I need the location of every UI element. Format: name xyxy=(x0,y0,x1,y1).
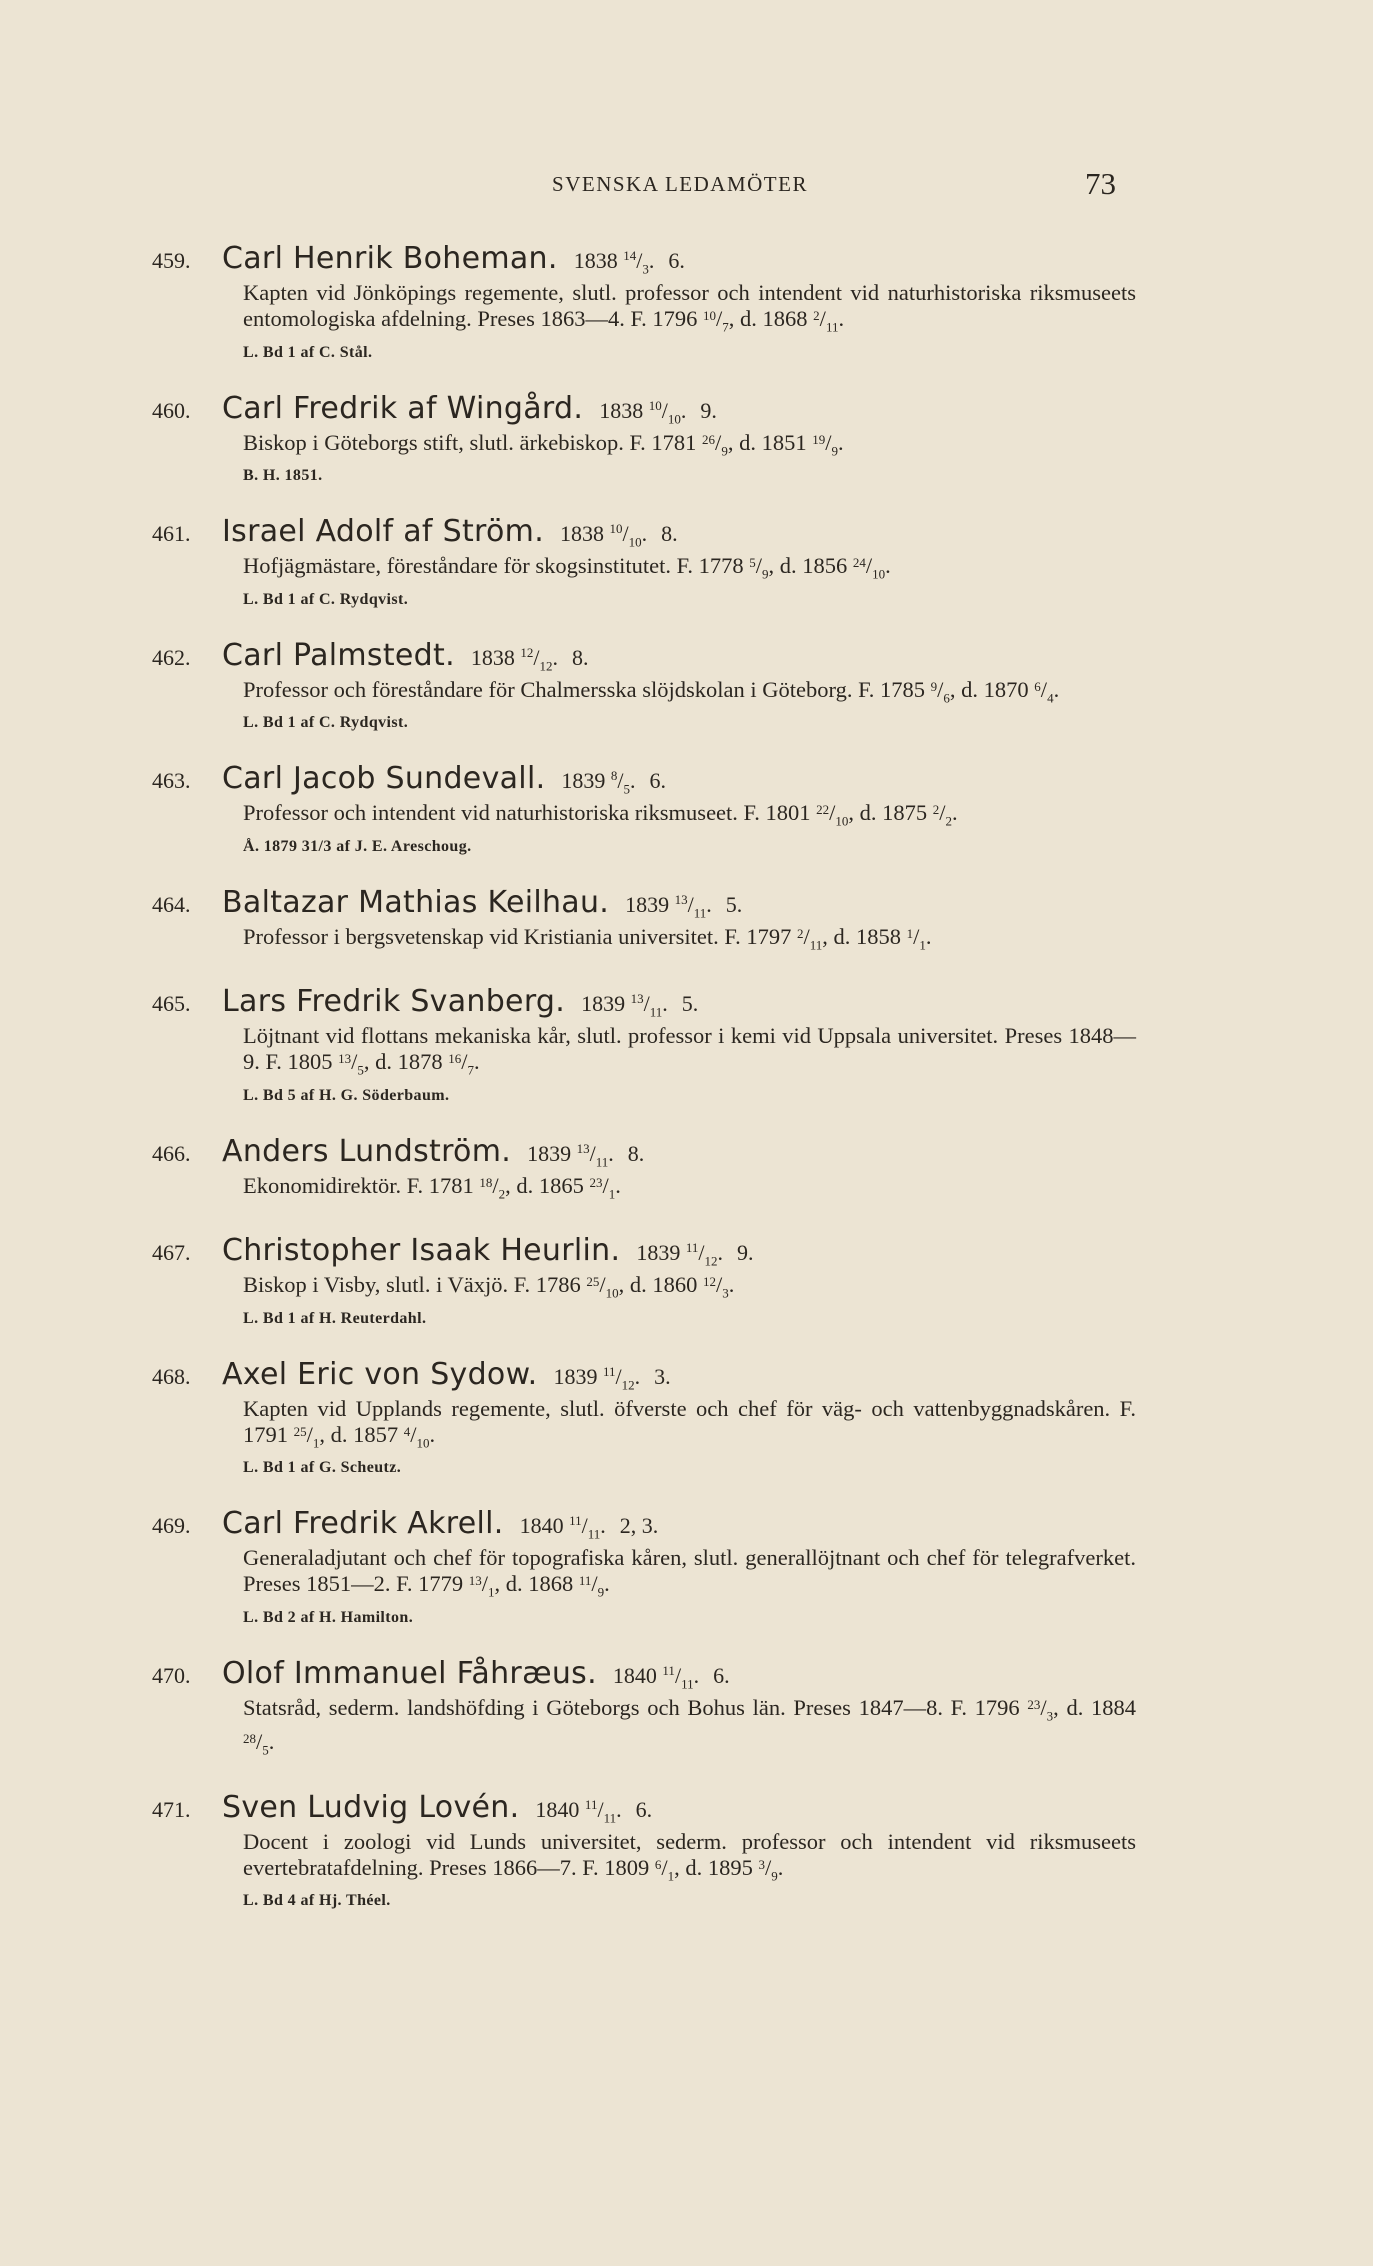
date-fraction: $^2/_2$ xyxy=(932,800,953,829)
entry-heading xyxy=(152,981,1136,1023)
biography-source: L. Bd 1 af C. Rydqvist. xyxy=(243,590,409,608)
biography-source: Å. 1879 31/3 af J. E. Areschoug. xyxy=(243,837,472,855)
member-entry xyxy=(152,238,1136,365)
class-number: 6. xyxy=(713,1662,730,1688)
entry-number: 468. xyxy=(152,1363,191,1389)
election-date: 1838 $^{10}/_{10}$. xyxy=(560,521,648,550)
day: 9 xyxy=(930,678,938,694)
election-date: 1839 $^{11}/_{12}$. xyxy=(553,1363,641,1392)
class-number: 9. xyxy=(700,397,717,423)
day: 22 xyxy=(816,802,830,817)
biography-segment: , d. 1868 xyxy=(728,306,814,331)
day: 18 xyxy=(479,1174,493,1190)
member-entry xyxy=(152,511,1136,612)
election-date: 1838 $^{14}/_3$. xyxy=(573,248,655,277)
biography-segment: , d. 1878 xyxy=(363,1049,449,1074)
day: 5 xyxy=(749,555,756,570)
biography-text xyxy=(243,924,1136,959)
class-number: 5. xyxy=(681,991,699,1016)
running-title: SVENSKA LEDAMÖTER xyxy=(552,172,808,196)
entry-heading xyxy=(152,1230,1136,1272)
month: 3 xyxy=(722,1285,729,1301)
biography-segment: , d. 1884 xyxy=(1053,1694,1136,1720)
election-year: 1838 xyxy=(599,397,644,423)
biography-segment: Professor och föreståndare för Chalmersska slöjdskolan i Göteborg. F. 1785 xyxy=(243,676,931,702)
biography-segment: . xyxy=(268,1729,275,1754)
member-entry xyxy=(152,635,1136,736)
entry-number: 469. xyxy=(152,1513,191,1538)
biography-segment: . xyxy=(838,306,845,331)
election-day: 11 xyxy=(685,1240,699,1255)
biography-segment: Generaladjutant och chef för topografiska kåren, slutl. generallöjtnant och chef för telegrafverket. Preses 1851—2. F. 1779 xyxy=(243,1545,1136,1596)
class-number: 8. xyxy=(572,644,589,670)
biography-segment: Statsråd, sederm. landshöfding i Göteborgs och Bohus län. Preses 1847—8. F. 1796 xyxy=(243,1694,1028,1720)
entry-number: 463. xyxy=(152,768,191,793)
member-entry xyxy=(152,1653,1136,1764)
day: 25 xyxy=(586,1274,600,1289)
biography-source: L. Bd 1 af C. Rydqvist. xyxy=(243,714,409,731)
date-fraction: $^3/_9$ xyxy=(758,1854,778,1883)
election-year: 1839 xyxy=(625,891,670,917)
election-year: 1840 xyxy=(519,1513,564,1538)
class-number: 8. xyxy=(661,521,678,546)
day: 2 xyxy=(813,308,820,323)
election-date: 1838 $^{12}/_{12}$. xyxy=(470,644,559,673)
month: 7 xyxy=(467,1062,474,1078)
member-name: Carl Fredrik Akrell. xyxy=(222,1506,504,1541)
month: 4 xyxy=(1047,690,1054,705)
member-entry xyxy=(152,1230,1136,1331)
day: 26 xyxy=(702,431,716,447)
class-number: 8. xyxy=(627,1140,645,1166)
day: 11 xyxy=(578,1573,592,1588)
biography-segment: Professor och intendent vid naturhistoriska riksmuseet. F. 1801 xyxy=(243,800,817,825)
date-fraction: $^{23}/_3$ xyxy=(1027,1694,1054,1723)
election-month: 11 xyxy=(693,904,707,920)
biography-segment: Hofjägmästare, föreståndare för skogsinstitutet. F. 1778 xyxy=(243,553,750,578)
election-year: 1839 xyxy=(527,1140,572,1166)
biography-segment: , d. 1868 xyxy=(494,1571,579,1596)
biography-segment: . xyxy=(1053,676,1060,702)
day: 2 xyxy=(796,925,804,941)
month: 9 xyxy=(597,1584,605,1600)
day: 6 xyxy=(1034,678,1041,694)
member-entry xyxy=(152,981,1136,1108)
class-number: 9. xyxy=(736,1240,754,1265)
date-fraction: $^{28}/_5$ xyxy=(243,1729,269,1758)
month: 1 xyxy=(667,1868,675,1883)
biography-text xyxy=(243,1272,1136,1307)
date-fraction: $^{23}/_1$ xyxy=(589,1172,616,1201)
election-month: 11 xyxy=(603,1809,617,1825)
biography-segment: Biskop i Visby, slutl. i Växjö. F. 1786 xyxy=(243,1272,587,1297)
day: 23 xyxy=(589,1174,603,1190)
class-number: 6. xyxy=(649,768,667,793)
biography-segment: . xyxy=(777,1854,784,1880)
election-month: 11 xyxy=(595,1153,609,1169)
election-day: 11 xyxy=(603,1363,616,1379)
day: 4 xyxy=(403,1423,411,1439)
election-month: 10 xyxy=(628,534,642,550)
biography-source: L. Bd 4 af Hj. Théel. xyxy=(243,1892,391,1909)
entry-heading xyxy=(152,1354,1136,1396)
entry-number: 465. xyxy=(152,991,191,1016)
day: 25 xyxy=(293,1423,307,1439)
date-fraction: $^{11}/_9$ xyxy=(578,1571,605,1600)
month: 1 xyxy=(487,1584,495,1600)
election-month: 12 xyxy=(621,1376,635,1392)
election-date: 1839 $^8/_5$. xyxy=(561,768,636,797)
class-number: 6. xyxy=(635,1796,653,1822)
entry-heading xyxy=(152,1503,1136,1545)
biography-source: L. Bd 5 af H. G. Söderbaum. xyxy=(243,1086,450,1104)
biography-text xyxy=(243,1829,1136,1890)
entry-heading xyxy=(152,1131,1136,1173)
date-fraction: $^{24}/_{10}$ xyxy=(852,553,886,582)
election-date: 1839 $^{13}/_{11}$. xyxy=(527,1140,614,1169)
month: 10 xyxy=(416,1435,430,1450)
entry-heading xyxy=(152,388,1136,430)
election-month: 10 xyxy=(667,410,681,426)
member-entries xyxy=(152,238,1136,1936)
biography-segment: . xyxy=(925,923,932,949)
election-month: 11 xyxy=(587,1526,601,1542)
entry-heading xyxy=(152,238,1136,280)
date-fraction: $^{13}/_5$ xyxy=(338,1049,364,1078)
month: 10 xyxy=(872,566,886,582)
biography-source: L. Bd 2 af H. Hamilton. xyxy=(243,1608,414,1626)
day: 19 xyxy=(812,431,826,447)
election-month: 12 xyxy=(704,1253,718,1269)
day: 1 xyxy=(906,925,914,941)
election-date: 1838 $^{10}/_{10}$. xyxy=(599,397,687,426)
entry-heading xyxy=(152,882,1136,924)
date-fraction: $^2/_{11}$ xyxy=(796,923,823,952)
biography-segment: , d. 1858 xyxy=(822,923,907,949)
date-fraction: $^{18}/_2$ xyxy=(479,1172,506,1201)
biography-source: L. Bd 1 af H. Reuterdahl. xyxy=(243,1309,427,1327)
election-year: 1839 xyxy=(636,1240,681,1265)
member-name: Carl Jacob Sundevall. xyxy=(222,761,546,796)
biography-text xyxy=(243,1396,1136,1457)
election-month: 11 xyxy=(649,1004,663,1020)
biography-segment: , d. 1860 xyxy=(618,1272,703,1297)
date-fraction: $^{16}/_7$ xyxy=(448,1049,474,1078)
biography-segment: , d. 1857 xyxy=(319,1421,404,1447)
entry-number: 459. xyxy=(152,248,191,273)
entry-heading xyxy=(152,511,1136,553)
biography-text xyxy=(243,1173,1136,1208)
month: 5 xyxy=(262,1742,269,1758)
date-fraction: $^{25}/_1$ xyxy=(293,1421,320,1450)
entry-heading xyxy=(152,1653,1136,1695)
member-name: Carl Palmstedt. xyxy=(222,637,455,673)
member-entry xyxy=(152,388,1136,489)
biography-segment: . xyxy=(728,1272,735,1297)
entry-number: 461. xyxy=(152,521,191,546)
biography-segment: . xyxy=(837,429,844,455)
election-year: 1838 xyxy=(573,248,618,273)
month: 5 xyxy=(357,1062,364,1078)
election-month: 11 xyxy=(681,1675,694,1691)
election-day: 10 xyxy=(609,521,623,536)
day: 13 xyxy=(338,1051,352,1066)
date-fraction: $^{26}/_9$ xyxy=(702,429,728,458)
month: 2 xyxy=(945,813,953,829)
entry-number: 467. xyxy=(152,1240,191,1265)
election-day: 11 xyxy=(584,1796,598,1812)
biography-text xyxy=(243,553,1136,588)
election-year: 1840 xyxy=(612,1662,657,1688)
election-year: 1839 xyxy=(553,1363,598,1389)
biography-segment: Professor i bergsvetenskap vid Kristiania universitet. F. 1797 xyxy=(243,923,797,949)
member-name: Carl Henrik Boheman. xyxy=(222,241,558,276)
election-day: 13 xyxy=(630,991,644,1006)
election-date: 1840 $^{11}/_{11}$. xyxy=(519,1513,606,1542)
day: 28 xyxy=(243,1731,256,1746)
entry-number: 466. xyxy=(152,1140,191,1166)
biography-segment: , d. 1865 xyxy=(505,1172,590,1198)
election-day: 13 xyxy=(576,1140,590,1156)
class-number: 6. xyxy=(668,248,685,273)
entry-number: 470. xyxy=(152,1662,191,1688)
biography-source: L. Bd 1 af C. Stål. xyxy=(243,343,373,361)
class-number: 2, 3. xyxy=(619,1513,659,1538)
biography-segment: . xyxy=(429,1421,436,1447)
member-entry xyxy=(152,1787,1136,1914)
date-fraction: $^4/_{10}$ xyxy=(403,1421,430,1450)
date-fraction: $^2/_{11}$ xyxy=(813,306,839,335)
month: 11 xyxy=(809,937,823,952)
election-month: 12 xyxy=(539,657,553,673)
election-day: 12 xyxy=(520,644,534,660)
biography-segment: Biskop i Göteborgs stift, slutl. ärkebiskop. F. 1781 xyxy=(243,429,703,455)
day: 13 xyxy=(468,1573,482,1588)
month: 9 xyxy=(761,566,769,582)
month: 2 xyxy=(498,1186,506,1201)
date-fraction: $^9/_6$ xyxy=(930,676,950,705)
day: 24 xyxy=(852,555,866,570)
month: 11 xyxy=(825,319,839,335)
member-name: Sven Ludvig Lovén. xyxy=(222,1789,520,1825)
biography-text xyxy=(243,1023,1136,1084)
month: 9 xyxy=(721,443,728,458)
election-month: 3 xyxy=(642,261,649,277)
date-fraction: $^{22}/_{10}$ xyxy=(816,800,849,829)
day: 10 xyxy=(703,308,717,323)
biography-text xyxy=(243,1695,1136,1764)
member-entry xyxy=(152,1503,1136,1630)
election-day: 14 xyxy=(623,248,637,263)
member-entry xyxy=(152,1354,1136,1481)
member-name: Axel Eric von Sydow. xyxy=(222,1356,538,1392)
member-entry xyxy=(152,882,1136,959)
biography-segment: , d. 1856 xyxy=(768,553,853,578)
member-name: Lars Fredrik Svanberg. xyxy=(222,984,566,1019)
election-year: 1838 xyxy=(470,644,515,670)
election-date: 1839 $^{11}/_{12}$. xyxy=(636,1240,723,1269)
election-date: 1839 $^{13}/_{11}$. xyxy=(625,891,712,920)
election-year: 1839 xyxy=(561,768,606,793)
election-day: 8 xyxy=(610,768,618,783)
day: 12 xyxy=(703,1274,716,1289)
election-year: 1838 xyxy=(560,521,605,546)
month: 10 xyxy=(605,1285,619,1301)
month: 9 xyxy=(831,443,838,458)
date-fraction: $^{10}/_7$ xyxy=(703,306,729,335)
month: 3 xyxy=(1046,1708,1054,1723)
biography-segment: . xyxy=(604,1571,610,1596)
biography-segment: Kapten vid Jönköpings regemente, slutl. professor och intendent vid naturhistoriska riksmuseets entomologiska afdelning. Preses 1863—4. F. 1796 xyxy=(243,280,1136,331)
month: 1 xyxy=(312,1435,320,1450)
biography-segment: Löjtnant vid flottans mekaniska kår, slutl. professor i kemi vid Uppsala universitet. Preses 1848—9. F. 1805 xyxy=(243,1023,1136,1074)
biography-segment: . xyxy=(615,1172,621,1198)
entry-number: 460. xyxy=(152,397,191,423)
entry-number: 471. xyxy=(152,1796,191,1822)
date-fraction: $^5/_9$ xyxy=(749,553,769,582)
biography-source: B. H. 1851. xyxy=(243,467,323,484)
date-fraction: $^{25}/_{10}$ xyxy=(586,1272,619,1301)
election-date: 1839 $^{13}/_{11}$. xyxy=(581,991,668,1020)
entry-heading xyxy=(152,635,1136,677)
election-date: 1840 $^{11}/_{11}$. xyxy=(535,1796,622,1825)
biography-segment: , d. 1851 xyxy=(727,429,813,455)
election-day: 11 xyxy=(569,1513,582,1528)
entry-heading xyxy=(152,1787,1136,1829)
date-fraction: $^{12}/_3$ xyxy=(703,1272,729,1301)
member-name: Israel Adolf af Ström. xyxy=(222,514,545,549)
biography-text xyxy=(243,800,1136,835)
date-fraction: $^6/_4$ xyxy=(1034,676,1054,705)
date-fraction: $^1/_1$ xyxy=(906,923,926,952)
month: 1 xyxy=(608,1186,616,1201)
day: 16 xyxy=(448,1051,462,1066)
entry-heading xyxy=(152,758,1136,800)
biography-segment: Ekonomidirektör. F. 1781 xyxy=(243,1172,480,1198)
class-number: 5. xyxy=(725,891,743,917)
month: 7 xyxy=(722,319,729,335)
election-year: 1839 xyxy=(581,991,626,1016)
member-name: Olof Immanuel Fåhræus. xyxy=(222,1655,597,1691)
election-day: 11 xyxy=(662,1662,675,1678)
entry-number: 464. xyxy=(152,891,191,917)
entry-number: 462. xyxy=(152,644,191,670)
day: 23 xyxy=(1027,1696,1041,1712)
date-fraction: $^{19}/_9$ xyxy=(812,429,838,458)
class-number: 3. xyxy=(654,1363,671,1389)
month: 10 xyxy=(835,813,849,829)
member-entry xyxy=(152,758,1136,859)
date-fraction: $^6/_1$ xyxy=(654,1854,675,1883)
biography-segment: , d. 1895 xyxy=(674,1854,759,1880)
biography-text xyxy=(243,1545,1136,1606)
biography-segment: . xyxy=(474,1049,480,1074)
election-day: 10 xyxy=(648,397,662,413)
biography-source: L. Bd 1 af G. Scheutz. xyxy=(243,1459,402,1476)
biography-text xyxy=(243,280,1136,341)
member-name: Christopher Isaak Heurlin. xyxy=(222,1233,621,1268)
member-name: Baltazar Mathias Keilhau. xyxy=(222,884,610,920)
member-entry xyxy=(152,1131,1136,1208)
election-month: 5 xyxy=(623,781,631,797)
biography-segment: , d. 1870 xyxy=(949,676,1035,702)
biography-segment: . xyxy=(952,800,958,825)
month: 9 xyxy=(771,1868,778,1883)
member-name: Anders Lundström. xyxy=(222,1133,512,1169)
biography-segment: Docent i zoologi vid Lunds universitet, sederm. professor och intendent vid riksmuseets evertebratafdelning. Preses 1866—7. F. 1809 xyxy=(243,1828,1136,1880)
page-number: 73 xyxy=(1085,166,1116,201)
month: 6 xyxy=(943,690,950,705)
election-year: 1840 xyxy=(535,1796,580,1822)
date-fraction: $^{13}/_1$ xyxy=(468,1571,495,1600)
month: 1 xyxy=(919,937,926,952)
biography-text xyxy=(243,430,1136,465)
election-date: 1840 $^{11}/_{11}$. xyxy=(612,1662,700,1691)
day: 2 xyxy=(932,802,940,817)
biography-segment: , d. 1875 xyxy=(848,800,933,825)
day: 3 xyxy=(758,1856,765,1872)
biography-segment: Kapten vid Upplands regemente, slutl. öfverste och chef för väg- och vattenbyggnadskåren. F. 1791 xyxy=(243,1395,1136,1447)
biography-segment: . xyxy=(885,553,891,578)
election-day: 13 xyxy=(674,891,688,907)
member-name: Carl Fredrik af Wingård. xyxy=(222,390,584,426)
biography-text xyxy=(243,677,1136,712)
day: 6 xyxy=(654,1856,662,1872)
